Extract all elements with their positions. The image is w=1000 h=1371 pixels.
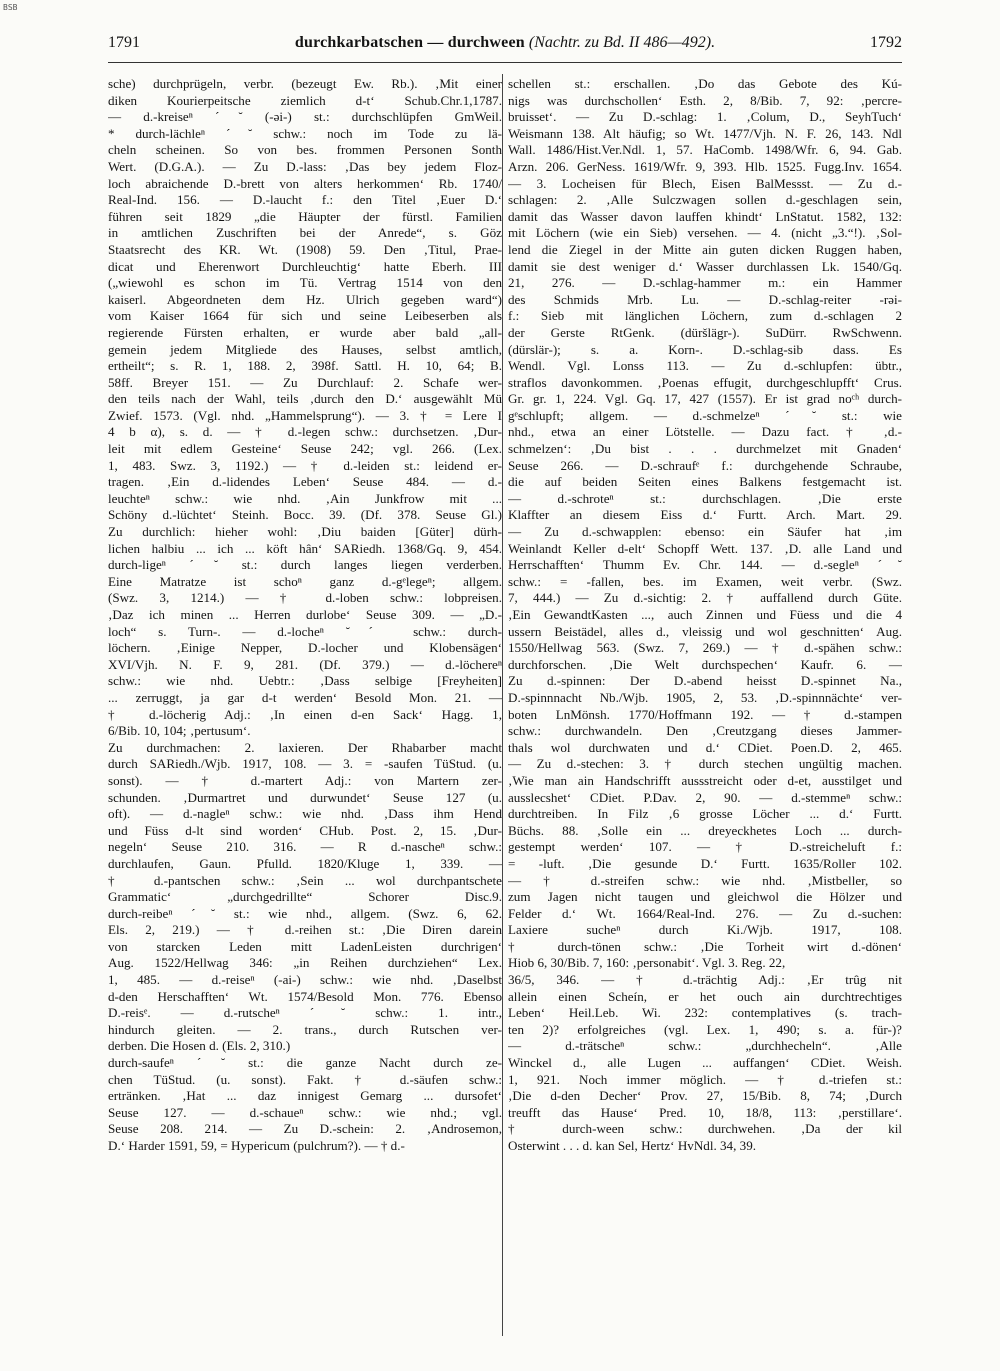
text-line: gemein jedem Mitgliede des Hauses, selbst amtlich,	[108, 341, 502, 357]
text-line: hindurch gleiten. — 2. trans., durch Rutschen ver-	[108, 1021, 502, 1037]
text-line: ertränken. ‚Hat ... daz innigest Gemarg ... dursofet‘	[108, 1088, 502, 1104]
text-line: Herrschafften‘ Thumm Ev. Chr. 144. — d.-segleⁿ ˊ˘	[508, 557, 902, 573]
text-line: straflos davonkommen. ‚Poenas effugit, durchgeschlupfft‘ Crus.	[508, 374, 902, 390]
text-line: der Gerste RtGenk. (düršlägr-). SuDürr. RwSchwenn.	[508, 324, 902, 340]
text-line: sonst). — † d.-martert Adj.: von Martern zer-	[108, 772, 502, 788]
text-line: 36/5, 346. — † d.-trächtig Adj.: ‚Er trûg nit	[508, 972, 902, 988]
running-header	[108, 34, 902, 58]
text-line: schw.: = -fallen, bes. im Examen, weit verbr. (Swz.	[508, 573, 902, 589]
text-line: führen seit 1829 „die Häupter der fürstl. Familien	[108, 208, 502, 224]
text-line: D.-spinnnacht Nb./Wjb. 1905, 2, 53. ‚D.-spinnnächte‘ ver-	[508, 689, 902, 705]
text-line: Seuse 266. — D.-schraufᵉ f.: durchgehende Schraube,	[508, 457, 902, 473]
text-line: chen TüStud. (u. sonst). Fakt. † d.-säufen schw.:	[108, 1071, 502, 1087]
text-line: ussern Beistädel, alles d., vleissig und wol geschnitten‘ Aug.	[508, 623, 902, 639]
text-line: ausslecshet‘ CDiet. P.Dav. 2, 90. — d.-stemmeⁿ schw.:	[508, 789, 902, 805]
text-line: Zu durchmachen: 2. laxieren. Der Rhabarber macht	[108, 739, 502, 755]
text-line: loch abraichende D.-brett von alters herkommen‘ Rb. 1740/	[108, 175, 502, 191]
text-line: 21, 276. — D.-schlag-hammer m.: ein Hammer	[508, 275, 902, 291]
text-line: und Füss d-lt sind worden‘ CHub. Post. 2, 15. ‚Dur-	[108, 822, 502, 838]
text-line: Klaffter an diesem Eiss d.‘ Furtt. Arch. Mart. 29.	[508, 507, 902, 523]
text-line: Wert. (D.G.A.). — Zu D.-lass: ‚Das bey jedem Floz-	[108, 158, 502, 174]
text-line: lend die Ziegel in der Mitte ain guten dicken Ruggen haben,	[508, 241, 902, 257]
left-column	[108, 76, 502, 1155]
text-line: loch“ s. Turn-. — d.-locheⁿ ˘ˊ schw.: durch-	[108, 623, 502, 639]
text-line: vom Kaiser 1664 für sich und seine Leibeserben als	[108, 308, 502, 324]
text-line: boten LnMönsh. 1770/Hoffmann 192. — † d.-stampen	[508, 706, 902, 722]
text-line: ‚Die d-den Decher‘ Prov. 27, 15/Bib. 8, 74; ‚Durch	[508, 1088, 902, 1104]
text-line: = -luft. ‚Die gesunde D.‘ Furtt. 1635/Roller 102.	[508, 855, 902, 871]
text-line: — Zu d.-schwapplen: ebenso: ein Säufer hat ‚im	[508, 524, 902, 540]
text-line: löchern. ‚Einige Nepper, D.-locher und Klobensägen‘	[108, 640, 502, 656]
text-line: durch-saufeⁿ ˊ˘ st.: die ganze Nacht durch ze-	[108, 1055, 502, 1071]
text-line: durchforschen. ‚Die Welt durchspechen‘ Kaufr. 6. —	[508, 656, 902, 672]
text-line: schunden. ‚Durmartret und durwundet‘ Seuse 127 (u.	[108, 789, 502, 805]
text-line: — 3. Locheisen für Blech, Eisen BalMessst. — Zu d.-	[508, 175, 902, 191]
text-line: Osterwint . . . d. kan Sel, Hertz‘ HvNdl. 34, 39.	[508, 1138, 757, 1153]
text-line: Gr. gr. 1, 224. Vgl. Gq. 17, 427 (1557). Er ist grad noᶜʰ durch-	[508, 391, 902, 407]
text-line: D.‘ Harder 1591, 59, = Hypericum (pulchrum?). — † d.-	[108, 1138, 405, 1153]
text-line: cheln scheinen. So von bes. frommen Personen Sonth	[108, 142, 502, 158]
text-line: 1, 485. — d.-reiseⁿ (-ai-) schw.: wie nhd. ‚Daselbst	[108, 972, 502, 988]
text-line: durch-reibeⁿ ˊ˘ st.: wie nhd., allgem. (Swz. 6, 62.	[108, 905, 502, 921]
text-line: Felder d.‘ Wt. 1664/Real-Ind. 276. — Zu d.-suchen:	[508, 905, 902, 921]
text-line: thals wol durchwaten und d.‘ CDiet. Poen.D. 2, 465.	[508, 739, 902, 755]
text-line: durch SARiedh./Wjb. 1917, 108. — 3. = -saufen TüStud. (u.	[108, 756, 502, 772]
text-line: Wendl. Vgl. Lonss 113. — Zu d.-schlupfen: übtr.,	[508, 358, 902, 374]
text-line: nigs was durchschollen‘ Esth. 2, 8/Bib. 7, 92: ‚percre-	[508, 92, 902, 108]
text-line: Aug. 1522/Hellwag 346: „in Reihen durchziehen“ Lex.	[108, 955, 502, 971]
text-line: † durch-ween schw.: durchwehen. ‚Da der kil	[508, 1121, 902, 1137]
text-line: den teils nach der Wahl, teils ‚durch den D.‘ ausgewählt Mü	[108, 391, 502, 407]
text-line: 4 b α), s. d. — † d.-legen schw.: durchsetzen. ‚Dur-	[108, 424, 502, 440]
text-line: ‚Ein GewandtKasten ..., auch Zinnen und Füess und die 4	[508, 607, 902, 622]
text-line: (Swz. 3, 1214.) — † d.-loben schw.: lobpreisen.	[108, 590, 502, 606]
text-line: sche) durchprügeln, verbr. (bezeugt Ew. Rb.). ‚Mit einer	[108, 76, 502, 91]
text-line: Winckel d., alle Lugen ... auffangen‘ CDiet. Weish.	[508, 1055, 902, 1071]
text-line: — † d.-streifen schw.: wie nhd. ‚Mistbeller, so	[508, 872, 902, 888]
text-line: Hiob 6, 30/Bib. 7, 160: ‚personabit‘. Vgl. 3. Reg. 22,	[508, 955, 786, 971]
text-line: schellen st.: erschallen. ‚Do das Gebote des Kú-	[508, 76, 902, 91]
text-line: — d.-trätscheⁿ schw.: „durchhecheln“. ‚Alle	[508, 1038, 902, 1054]
page-number-left: 1791	[108, 34, 140, 51]
text-line: Real-Ind. 156. — D.-laucht f.: den Titel ‚Euer D.‘	[108, 192, 502, 208]
text-line: Eine Matratze ist schoⁿ ganz d.-gᵉlegeⁿ; allgem.	[108, 573, 502, 589]
text-line: treufft das Hause‘ Pred. 10, 18/8, 113: ‚perstillare‘.	[508, 1104, 902, 1120]
text-line: damit das Wasser davon lauffen khindt‘ LnStatut. 1582, 132:	[508, 208, 902, 224]
text-line: Grammatic‘ „durchgedrillte“ Schorer Disc.9.	[108, 889, 502, 905]
text-line: damit sie dest weniger d.‘ Wasser durchlassen Lk. 1540/Gq.	[508, 258, 902, 274]
page-number-right: 1792	[870, 34, 902, 51]
text-line: durch-ligeⁿ ˊ˘ st.: durch langes liegen verderben.	[108, 557, 502, 573]
text-line: („wiewohl es schon im Tü. Vertrag 1514 von den	[108, 275, 502, 291]
text-line: kaiserl. Abgeordneten dem Hz. Ulrich gegeben ward“)	[108, 291, 502, 307]
text-line: allein einen Scheín, er het ouch ain durchtrechtiges	[508, 988, 902, 1004]
text-line: gᵉschlupft; allgem. — d.-schmelzeⁿ ˊ˘ st.: wie	[508, 407, 902, 423]
text-line: leit mit edlem Gesteine‘ Seuse 242; vgl. 266. (Lex.	[108, 441, 502, 457]
text-line: die auf beiden Seiten eines Balkens festgemacht ist.	[508, 474, 902, 490]
text-line: Leben‘ Heil.Leb. Wi. 232: contemplatives (s. trach-	[508, 1005, 902, 1021]
text-line: Zwief. 1573. (Vgl. nhd. „Hammelsprung“). — 3. † = Lere I	[108, 407, 502, 423]
text-line: mit Löchern (wie ein Sieb) versehen. — 4. (nicht „3.“!). ‚Sol-	[508, 225, 902, 241]
text-line: 7, 444.) — Zu d.-sichtig: 2. † auffallend durch Güte.	[508, 590, 902, 606]
text-line: durchlaufen, Gaun. Pfulld. 1820/Kluge 1, 339. —	[108, 855, 502, 871]
text-line: bruisset‘. — Zu D.-schlag: 1. ‚Colum, D., SeyhTuch‘	[508, 109, 902, 125]
text-line: derben. Die Hosen d. (Els. 2, 310.)	[108, 1038, 291, 1054]
library-watermark: BSB	[3, 3, 18, 12]
text-line: 1, 921. Noch immer möglich. — † d.-triefen st.:	[508, 1071, 902, 1087]
text-line: tragen. ‚Ein d.-lidendes Leben‘ Seuse 484. — d.-	[108, 474, 502, 490]
right-column	[508, 76, 902, 1155]
text-line: Zu d.-spinnen: Der D.-abend heisst D.-spinnet Na.,	[508, 673, 902, 689]
text-line: des Schmids Mrb. Lu. — D.-schlag-reiter -rəi-	[508, 291, 902, 307]
header-rule	[108, 62, 902, 63]
text-line: negeln‘ Seuse 210. 316. — R d.-nascheⁿ schw.:	[108, 839, 502, 855]
text-line: nhd., etwa an einer Lötstelle. — Dazu fact. † ‚d.-	[508, 424, 902, 440]
text-line: zum Jagen nicht taugen und gleichwol die Hölzer und	[508, 889, 902, 905]
header-headwords: durchkarbatschen — durchween	[294, 34, 525, 51]
text-line: von starcken Leden mitt LadenLeisten durchrigen‘	[108, 938, 502, 954]
text-line: diken Kourierpeitsche ziemlich d-t‘ Schub.Chr.1,1787.	[108, 92, 502, 108]
text-line: Schöny d.-lüchtet‘ Steinh. Bocc. 39. (Df. 378. Seuse Gl.)	[108, 507, 502, 523]
text-line: 58ff. Breyer 151. — Zu Durchlauf: 2. Schafe wer-	[108, 374, 502, 390]
text-line: 6/Bib. 10, 104; ‚pertusum‘.	[108, 723, 251, 739]
text-line: Seuse 127. — d.-schaueⁿ schw.: wie nhd.; vgl.	[108, 1104, 502, 1120]
text-line: ... zerruggt, ja gar d-t werden‘ Besold Mon. 21. —	[108, 689, 502, 705]
text-line: ‚Wie man ain Handschrifft aussstreicht oder d-et, ausstilget und	[508, 772, 902, 788]
text-line: ten 2)? erfolgreiches (vgl. Lex. 1, 490; s. a. für-)?	[508, 1021, 902, 1037]
text-line: schw.: wie nhd. Uebtr.: ‚Dass selbige [Freyheiten]	[108, 673, 502, 689]
text-line: schw.: durchwandeln. Den ‚Creutzgang dieses Jammer-	[508, 723, 902, 739]
text-line: D.-reisᵉ. — d.-rutscheⁿ ˊ˘ schw.: 1. intr.,	[108, 1005, 502, 1021]
text-line: Els. 2, 219.) — † d.-reihen st.: ‚Die Diren darein	[108, 922, 502, 938]
text-line: gestempt werden‘ 107. — † D.-streicheluft f.:	[508, 839, 902, 855]
text-line: in amtlichen Zuschriften bei der Anrede“, s. Göz	[108, 225, 502, 241]
text-line: leuchteⁿ schw.: wie nhd. ‚Ain Junkfrow mit ...	[108, 490, 502, 506]
text-line: — d.-kreiseⁿ ˊ˘ (-əi-) st.: durchschlüpfen GmWeil.	[108, 109, 502, 125]
text-line: Zu durchlich: hieher wohl: ‚Diu baiden [Güter] dürh-	[108, 524, 502, 540]
text-line: Wall. 1486/Hist.Ver.Ndl. 1, 57. HaComb. 1498/Wfr. 6, 94. Gab.	[508, 142, 902, 158]
text-line: XVI/Vjh. N. F. 9, 281. (Df. 379.) — d.-löchereⁿ	[108, 656, 502, 672]
text-line: Seuse 208. 214. — Zu D.-schein: 2. ‚Androsemon,	[108, 1121, 502, 1137]
text-line: schlagen: 2. ‚Alle Sulczwagen sollen d.-geschlagen sein,	[508, 192, 902, 208]
text-line: Laxiere sucheⁿ durch Ki./Wjb. 1917, 108.	[508, 922, 902, 938]
text-line: ‚Daz ich minen ... Herren durlobe‘ Seuse 309. — „D.-	[108, 607, 502, 622]
text-line: oft). — d.-nagleⁿ schw.: wie nhd. ‚Dass ihm Hend	[108, 806, 502, 822]
text-line: 1, 483. Swz. 3, 1192.) — † d.-leiden st.: leidend er-	[108, 457, 502, 473]
text-line: Weinlandt Keller d-elt‘ Schopff Wett. 137. ‚D. alle Land und	[508, 540, 902, 556]
text-line: † d.-löcherig Adj.: ‚In einen d-en Sack‘ Hagg. 1,	[108, 706, 502, 722]
text-line: Weismann 138. Alt häufig; so Wt. 1477/Vjh. N. F. 26, 143. Ndl	[508, 125, 902, 141]
text-line: f.: Sieb mit länglichen Löchern, zum d.-schlagen 2	[508, 308, 902, 324]
text-line: * durch-lächleⁿ ˊ˘ schw.: noch im Tode zu lä-	[108, 125, 502, 141]
text-line: schmelzen‘: ‚Du bist . . . durchmelzet mit Gnaden‘	[508, 441, 902, 457]
text-line: — Zu d.-stechen: 3. † durch stechen ungültig machen.	[508, 756, 902, 772]
text-line: 1550/Hellwag 563. (Swz. 7, 269.) — † d.-spähen schw.:	[508, 640, 902, 656]
text-line: Büchs. 88. ‚Solle ein ... dreyeckhetes Loch ... durch-	[508, 822, 902, 838]
text-line: † durch-tönen schw.: ‚Die Torheit wirt d.-dönen‘	[508, 938, 902, 954]
text-line: — d.-schroteⁿ st.: durchschlagen. ‚Die erste	[508, 490, 902, 506]
text-line: d-den Herschafften‘ Wt. 1574/Besold Mon. 776. Ebenso	[108, 988, 502, 1004]
text-line: ertheilt“; s. R. 1, 188. 2, 398f. Sattl. H. 10, 64; B.	[108, 358, 502, 374]
text-line: dicat und Eherenwort Durchleuchtig‘ hatte Eberh. III	[108, 258, 502, 274]
text-line: lichen halbiu ... ich ... köft hân‘ SARiedh. 1368/Gq. 9, 454.	[108, 540, 502, 556]
column-separator	[502, 74, 503, 1336]
header-note: (Nachtr. zu Bd. II 486—492).	[528, 34, 716, 51]
text-line: regierende Fürsten erhalten, er wurde aber bald „all-	[108, 324, 502, 340]
text-line: Arzn. 206. GerNess. 1619/Wfr. 9, 393. Hlb. 1525. Fugg.Inv. 1654.	[508, 158, 902, 174]
text-line: durchtreiben. In Filz ‚6 grosse Löcher ... d.‘ Furtt.	[508, 806, 902, 822]
text-line: † d.-pantschen schw.: ‚Sein ... wol durchpantschete	[108, 872, 502, 888]
header-center	[108, 34, 902, 52]
text-line: Staatsrecht des KR. Wt. (1908) 59. Den ‚Titul, Prae-	[108, 241, 502, 257]
text-line: (dürslär-); s. a. Korn-. D.-schlag-sib dass. Es	[508, 341, 902, 357]
